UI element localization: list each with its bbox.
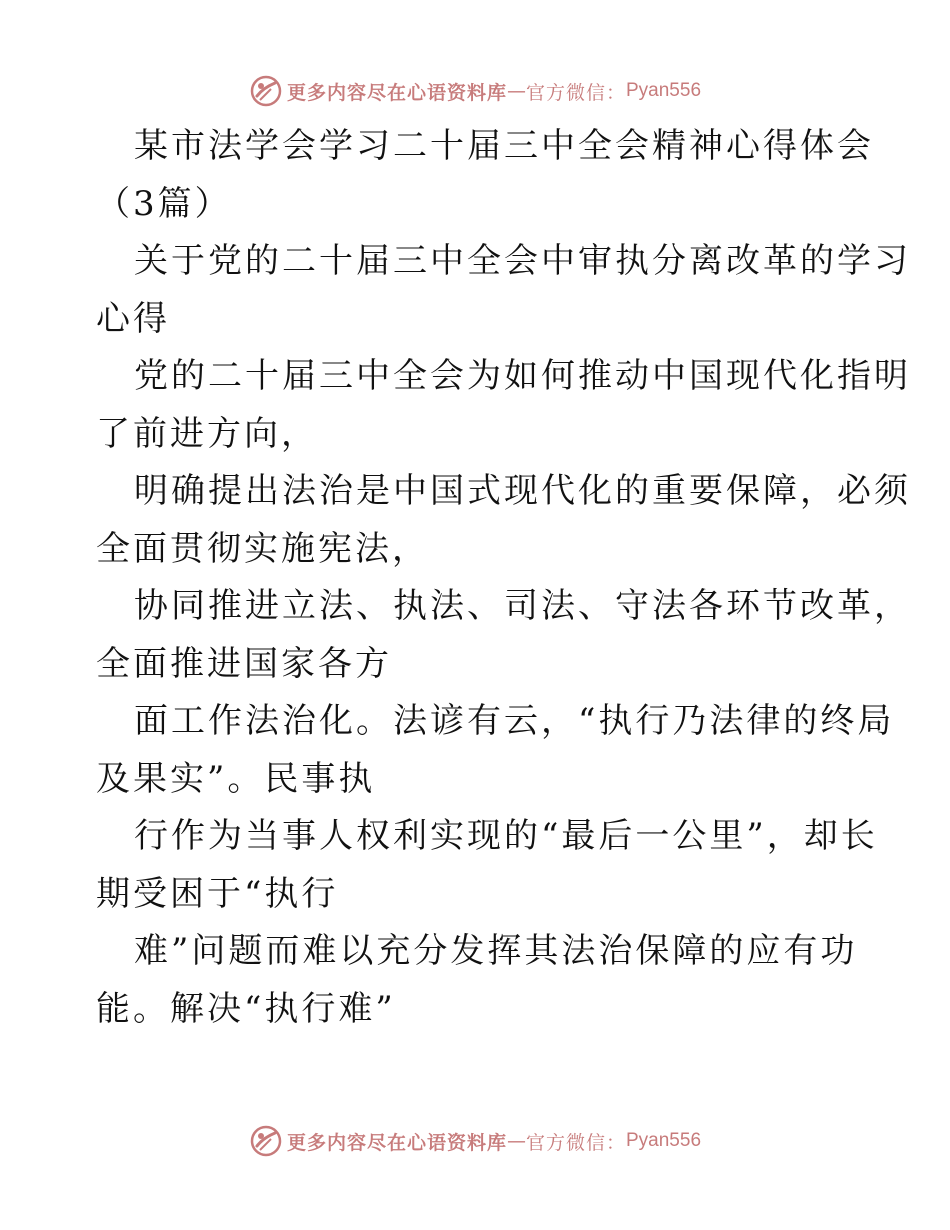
- watermark-wechat-label: 官方微信：: [525, 81, 626, 104]
- watermark-wechat-id: Pyan556: [626, 1130, 702, 1151]
- subtitle-line-2: 心得: [96, 298, 170, 339]
- book-pen-logo-icon: [249, 1124, 283, 1158]
- title-line-1: 某市法学会学习二十届三中全会精神心得体会: [134, 126, 874, 166]
- body-line: 全面推进国家各方: [96, 643, 392, 684]
- body-line: 期受困于“执行: [96, 873, 339, 914]
- watermark-separator: —: [506, 80, 526, 102]
- document-body: [96, 118, 911, 1038]
- watermark-site-text: 更多内容尽在心语资料库: [286, 81, 507, 104]
- footer-watermark: [0, 1118, 950, 1164]
- book-pen-logo-icon: [249, 74, 283, 108]
- body-line: 能。解决“执行难”: [96, 988, 396, 1029]
- body-line: 及果实”。民事执: [96, 758, 376, 799]
- body-line: 了前进方向，: [96, 413, 318, 454]
- body-line: 明确提出法治是中国式现代化的重要保障，必须: [134, 471, 911, 511]
- watermark-site-text: 更多内容尽在心语资料库: [286, 1131, 507, 1154]
- body-line: 全面贯彻实施宪法，: [96, 528, 429, 569]
- body-line: 面工作法治化。法谚有云，“执行乃法律的终局: [134, 701, 895, 741]
- body-line: 行作为当事人权利实现的“最后一公里”，却长: [134, 816, 878, 856]
- subtitle-line-1: 关于党的二十届三中全会中审执分离改革的学习: [134, 241, 911, 281]
- watermark-wechat-id: Pyan556: [626, 80, 702, 101]
- watermark-wechat-label: 官方微信：: [525, 1131, 626, 1154]
- header-watermark: [0, 68, 950, 114]
- body-line: 党的二十届三中全会为如何推动中国现代化指明: [134, 356, 911, 396]
- body-line: 难”问题而难以充分发挥其法治保障的应有功: [134, 931, 858, 971]
- watermark-separator: —: [506, 1130, 526, 1152]
- title-line-2: （3篇）: [96, 183, 232, 224]
- body-line: 协同推进立法、执法、司法、守法各环节改革，: [134, 586, 911, 626]
